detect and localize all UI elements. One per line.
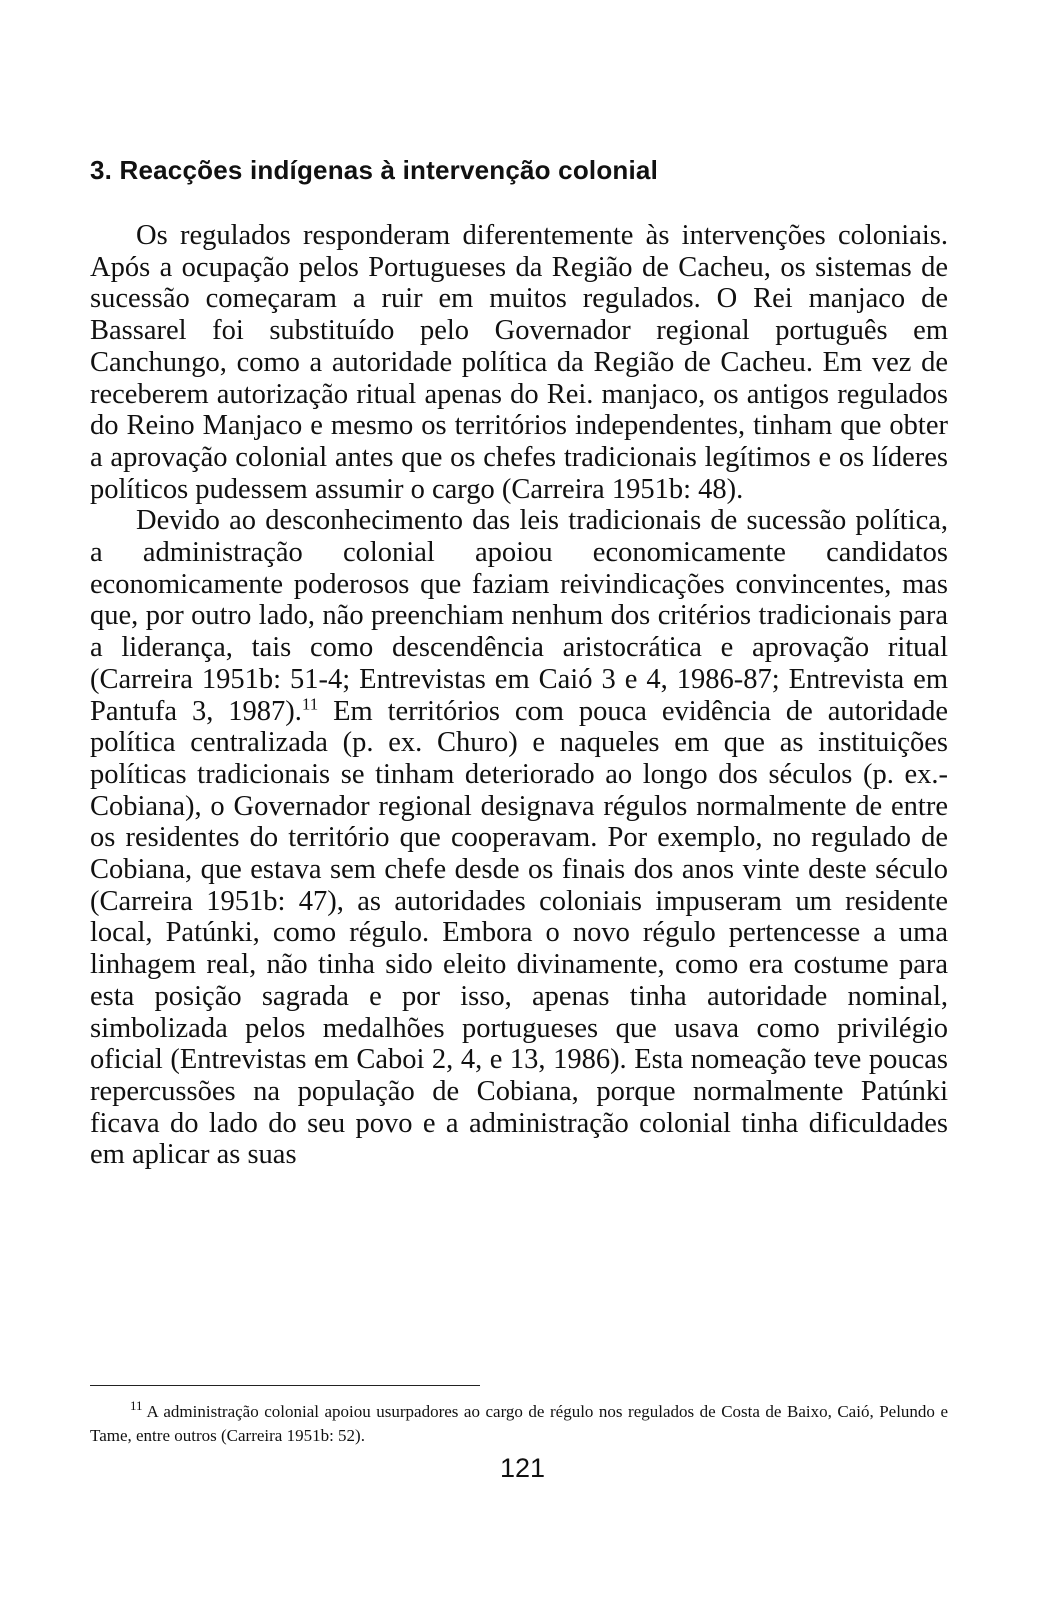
footnote-number: 11 [130,1398,143,1414]
footnote-text: A administração colonial apoiou usurpadores ao cargo de régulo nos regulados de Costa de Baixo, Caió, Pelundo e Tame, entre outros (Carreira 1951b: 52). [90,1402,948,1445]
footnote [90,1400,948,1448]
paragraph-2-text-start: Devido ao desconhecimento das leis tradicionais de sucessão política, a administração colonial apoiou economicamente candidatos economicamente poderosos que faziam reivindicações convincentes, mas que, por outro lado, não preenchiam nenhum dos critérios tradicionais para a liderança, tais como descendência aristocrática e aprovação ritual (Carreira 1951b: 51-4; Entrevistas em Caió 3 e 4, 1986-87; Entrevista em Pantufa 3, 1987). [90,505,948,727]
page-number: 121 [499,1453,546,1483]
footnote-divider [90,1385,480,1386]
paragraph-1 [90,220,948,505]
page-content [90,155,948,1171]
body-text [90,220,948,1171]
paragraph-2-text-end: Em territórios com pouca evidência de autoridade política centralizada (p. ex. Churo) e naqueles em que as instituições políticas tradicionais se tinham deteriorado ao longo dos séculos (p. ex.-Cobiana), o Governador regional designava régulos normalmente de entre os residentes do território que cooperavam. Por exemplo, no regulado de Cobiana, que estava sem chefe desde os finais dos anos vinte deste século (Carreira 1951b: 47), as autoridades coloniais impuseram um residente local, Patúnki, como régulo. Embora o novo régulo pertencesse a uma linhagem real, não tinha sido eleito divinamente, como era costume para esta posição sagrada e por isso, apenas tinha autoridade nominal, simbolizada pelos medalhões portugueses que usava como privilégio oficial (Entrevistas em Caboi 2, 4, e 13, 1986). Esta nomeação teve poucas repercussões na população de Cobiana, porque normalmente Patúnki ficava do lado do seu povo e a administração colonial tinha dificuldades em aplicar as suas [90,695,948,1171]
footnote-reference[interactable]: 11 [301,694,319,714]
paragraph-1-text: Os regulados responderam diferentemente às intervenções coloniais. Após a ocupação pelos Portugueses da Região de Cacheu, os sistemas de sucessão começaram a ruir em muitos regulados. O Rei manjaco de Bassarel foi substituído pelo Governador regional português em Canchungo, como a autoridade política da Região de Cacheu. Em vez de receberem autorização ritual apenas do Rei. manjaco, os antigos regulados do Reino Manjaco e mesmo os territórios independentes, tinham que obter a aprovação colonial antes que os chefes tradicionais legítimos e os líderes políticos pudessem assumir o cargo (Carreira 1951b: 48). [90,220,948,505]
paragraph-2 [90,505,948,1171]
section-title: 3. Reacções indígenas à intervenção colonial [90,155,659,185]
